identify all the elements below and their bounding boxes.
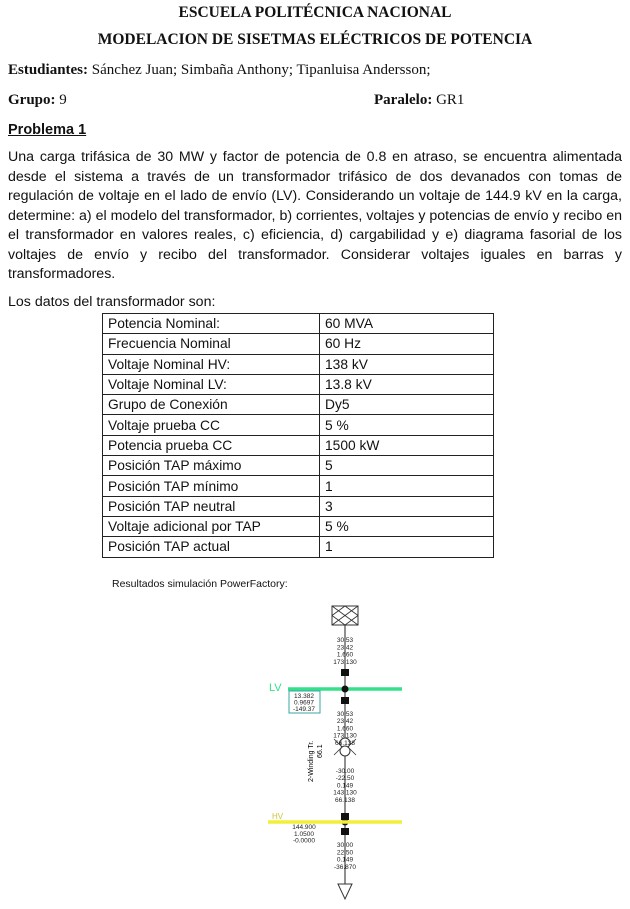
- lv-node: [342, 686, 349, 693]
- value-cell: 60 MVA: [320, 314, 494, 334]
- flow-value: 173.130: [333, 658, 357, 666]
- flow-value: 1.660: [336, 651, 354, 659]
- lv-bus-values: [293, 693, 315, 713]
- flow-value: 0.149: [336, 782, 354, 790]
- param-cell: Posición TAP neutral: [103, 496, 320, 516]
- param-cell: Posición TAP mínimo: [103, 476, 320, 496]
- flow-value: 143.130: [333, 789, 357, 797]
- param-cell: Voltaje Nominal LV:: [103, 374, 320, 394]
- flow-value: 66.138: [335, 739, 355, 747]
- value-cell: 3: [320, 496, 494, 516]
- param-cell: Posición TAP máximo: [103, 456, 320, 476]
- parallel-label: Paralelo:: [374, 92, 433, 108]
- data-intro: Los datos del transformador son:: [8, 294, 216, 310]
- problem-statement: Una carga trifásica de 30 MW y factor de potencia de 0.8 en atraso, se encuentra alimentada desde el sistema a través de un transformador trifásico de dos devanados con tomas de regulación de voltaje en el lado de envío (LV). Considerando un voltaje de 144.9 kV en la carga, determine: a) el modelo del transformador, b) corrientes, voltajes y potencias de envío y recibo en el transformador en valores reales, c) eficiencia, d) cargabilidad y e) diagrama fasorial de los voltajes de envío y recibo del transformador. Considerar voltajes iguales en barras y transformadores.: [8, 149, 622, 282]
- group-value: 9: [59, 92, 67, 108]
- course-title: MODELACION DE SISETMAS ELÉCTRICOS DE POTENCIA: [97, 31, 533, 48]
- value-cell: Dy5: [320, 395, 494, 415]
- param-cell: Voltaje prueba CC: [103, 415, 320, 435]
- param-cell: Voltaje Nominal HV:: [103, 354, 320, 374]
- value-cell: 138 kV: [320, 354, 494, 374]
- param-cell: Grupo de Conexión: [103, 395, 320, 415]
- breaker-load: [341, 828, 349, 835]
- flow-value: 23.42: [336, 644, 354, 652]
- flow-value: -22.50: [335, 775, 355, 783]
- value-cell: 5 %: [320, 415, 494, 435]
- flow-value: 1.660: [336, 725, 354, 733]
- flow-value: 13.382: [294, 693, 314, 700]
- flow-value: -36.870: [333, 863, 357, 871]
- value-cell: 5: [320, 456, 494, 476]
- lv-bus-label: LV: [269, 682, 282, 694]
- parallel-value: GR1: [436, 92, 465, 108]
- param-cell: Frecuencia Nominal: [103, 334, 320, 354]
- flow-value: 30.53: [336, 637, 354, 644]
- flow-value: 22.50: [336, 849, 354, 857]
- group-label: Grupo:: [8, 92, 56, 108]
- flow-value: 30.00: [336, 842, 354, 849]
- value-cell: 13.8 kV: [320, 374, 494, 394]
- flow-value: 66.138: [335, 796, 355, 804]
- simulation-caption: Resultados simulación PowerFactory:: [112, 578, 288, 590]
- transformer-loading: 66.1: [317, 744, 324, 758]
- flow-value: -30.00: [335, 768, 355, 775]
- flow-value: -149.37: [292, 706, 316, 714]
- flow-value: 0.9697: [294, 699, 314, 707]
- param-cell: Voltaje adicional por TAP: [103, 516, 320, 536]
- students-label: Estudiantes:: [8, 62, 89, 78]
- value-cell: 1500 kW: [320, 435, 494, 455]
- transformer-lv-flow-values: [333, 711, 357, 747]
- value-cell: 5 %: [320, 516, 494, 536]
- flow-value: 173.130: [333, 732, 357, 740]
- grid-flow-values: [333, 637, 357, 666]
- param-cell: Potencia Nominal:: [103, 314, 320, 334]
- value-cell: 1: [320, 537, 494, 557]
- school-title: ESCUELA POLITÉCNICA NACIONAL: [178, 4, 452, 21]
- param-cell: Posición TAP actual: [103, 537, 320, 557]
- flow-value: 30.53: [336, 711, 354, 718]
- breaker-lv: [341, 697, 349, 704]
- load-arrow-icon: [338, 884, 352, 899]
- value-cell: 1: [320, 476, 494, 496]
- transformer-hv-flow-values: [333, 768, 357, 804]
- param-cell: Potencia prueba CC: [103, 435, 320, 455]
- flow-value: -0.0000: [292, 837, 316, 845]
- flow-value: 1.0500: [294, 830, 314, 838]
- students-names: Sánchez Juan; Simbaña Anthony; Tipanluisa Andersson;: [91, 62, 431, 78]
- hv-bus-values: [292, 824, 316, 845]
- flow-value: 0.149: [336, 856, 354, 864]
- breaker-grid: [341, 669, 349, 676]
- problem-title: Problema 1: [8, 122, 87, 138]
- load-flow-values: [334, 842, 356, 871]
- flow-value: 23.42: [336, 718, 354, 726]
- transformer-name: 2-Winding Tr.: [308, 740, 315, 782]
- external-grid-icon: [332, 606, 358, 625]
- value-cell: 60 Hz: [320, 334, 494, 354]
- hv-bus-label: HV: [272, 812, 284, 821]
- flow-value: 144.900: [292, 824, 316, 831]
